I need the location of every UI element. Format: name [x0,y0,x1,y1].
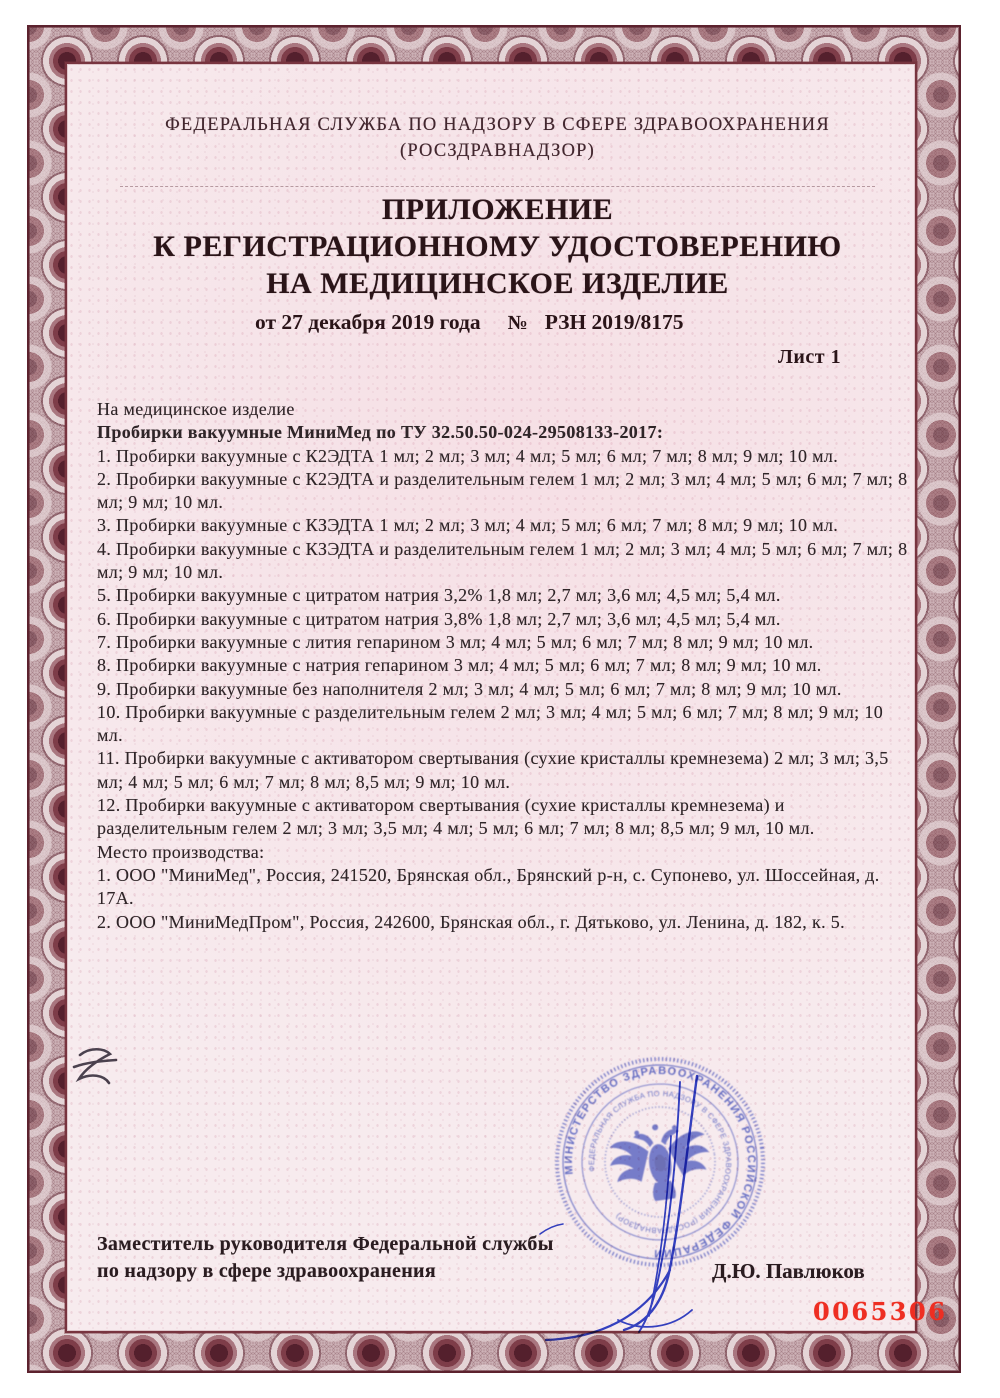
intro-line: На медицинское изделие [97,399,295,419]
signoff-position-line2: по надзору в сфере здравоохранения [97,1260,436,1282]
product-item: 9. Пробирки вакуумные без наполнителя 2 мл; 3 мл; 4 мл; 5 мл; 6 мл; 7 мл; 8 мл; 9 мл; 10 мл. [97,678,842,699]
stamp-inner-ring-label: ФЕДЕРАЛЬНАЯ СЛУЖБА ПО НАДЗОРУ В СФЕРЕ ЗДРАВООХРАНЕНИЯ (РОСЗДРАВНАДЗОР) [586,1088,734,1236]
document-title [75,191,920,302]
product-item: 4. Пробирки вакуумные с КЗЭДТА и разделительным гелем 1 мл; 2 мл; 3 мл; 4 мл; 5 мл; 6 мл; 7 мл; 8 мл; 9 мл; 10 мл. [97,538,908,583]
sheet-number: Лист 1 [778,346,842,368]
number-sign: № [507,312,528,334]
product-item: 10. Пробирки вакуумные с разделительным гелем 2 мл; 3 мл; 4 мл; 5 мл; 6 мл; 7 мл; 8 мл; 9 мл; 10 мл. [97,701,884,746]
body-text [97,398,909,934]
header-separator-line [120,186,875,187]
title-line3: НА МЕДИЦИНСКОЕ ИЗДЕЛИЕ [266,267,729,300]
handwritten-mark [66,1044,128,1098]
product-item: 5. Пробирки вакуумные с цитратом натрия 3,2% 1,8 мл; 2,7 мл; 3,6 мл; 4,5 мл; 5,4 мл. [97,585,781,606]
registration-number: РЗН 2019/8175 [544,310,684,334]
product-item: 11. Пробирки вакуумные с активатором свертывания (сухие кристаллы кремнезема) 2 мл; 3 мл; 3,5 мл; 4 мл; 5 мл; 6 мл; 7 мл; 8 мл; 8,5 мл; 9 мл; 10 мл. [97,748,889,792]
product-item: 8. Пробирки вакуумные с натрия гепарином 3 мл; 4 мл; 5 мл; 6 мл; 7 мл; 8 мл; 9 мл; 10 мл. [97,655,822,676]
production-heading: Место производства: [97,841,265,862]
production-site: 2. ООО "МиниМедПром", Россия, 242600, Брянская обл., г. Дятьково, ул. Ленина, д. 182, к. 5. [97,911,845,932]
product-item: 12. Пробирки вакуумные с активатором свертывания (сухие кристаллы кремнезема) и разделительным гелем 2 мл; 3 мл; 3,5 мл; 4 мл; 5 мл; 6 мл; 7 мл; 8 мл; 8,5 мл; 9 мл, 10 мл. [97,795,815,839]
stamp-outer-ring-label: МИНИСТЕРСТВО ЗДРАВООХРАНЕНИЯ РОССИЙСКОЙ ФЕДЕРАЦИИ [562,1064,758,1260]
signature [520,1018,780,1358]
title-line1: ПРИЛОЖЕНИЕ [381,193,614,226]
product-item-list [97,445,909,841]
product-heading: Пробирки вакуумные МиниМед по ТУ 32.50.50-024-29508133-2017: [97,422,664,443]
product-item: 7. Пробирки вакуумные с лития гепарином 3 мл; 4 мл; 5 мл; 6 мл; 7 мл; 8 мл; 9 мл; 10 мл. [97,631,814,652]
agency-name-line1: ФЕДЕРАЛЬНАЯ СЛУЖБА ПО НАДЗОРУ В СФЕРЕ ЗДРАВООХРАНЕНИЯ [165,115,830,135]
signoff-position-line1: Заместитель руководителя Федеральной службы [97,1233,554,1255]
product-item: 1. Пробирки вакуумные с К2ЭДТА 1 мл; 2 мл; 3 мл; 4 мл; 5 мл; 6 мл; 7 мл; 8 мл; 9 мл; 10 мл. [97,445,839,466]
agency-name-line2: (РОСЗДРАВНАДЗОР) [399,141,596,161]
product-item: 2. Пробирки вакуумные с К2ЭДТА и разделительным гелем 1 мл; 2 мл; 3 мл; 4 мл; 5 мл; 6 мл; 7 мл; 8 мл; 9 мл; 10 мл. [97,468,908,513]
production-site: 1. ООО "МиниМед", Россия, 241520, Брянская обл., Брянский р-н, с. Супонево, ул. Шоссейная, д. 17А. [97,864,880,909]
issue-date: от 27 декабря 2019 года [255,310,481,334]
agency-header [75,112,920,164]
production-site-list [97,864,909,934]
date-number-line [255,310,684,335]
serial-number: 0065306 [813,1297,948,1326]
product-item: 6. Пробирки вакуумные с цитратом натрия 3,8% 1,8 мл; 2,7 мл; 3,6 мл; 4,5 мл; 5,4 мл. [97,608,781,629]
signer-name: Д.Ю. Павлюков [712,1259,865,1283]
product-item: 3. Пробирки вакуумные с КЗЭДТА 1 мл; 2 мл; 3 мл; 4 мл; 5 мл; 6 мл; 7 мл; 8 мл; 9 мл; 10 мл. [97,515,839,536]
title-line2: К РЕГИСТРАЦИОННОМУ УДОСТОВЕРЕНИЮ [153,230,842,263]
